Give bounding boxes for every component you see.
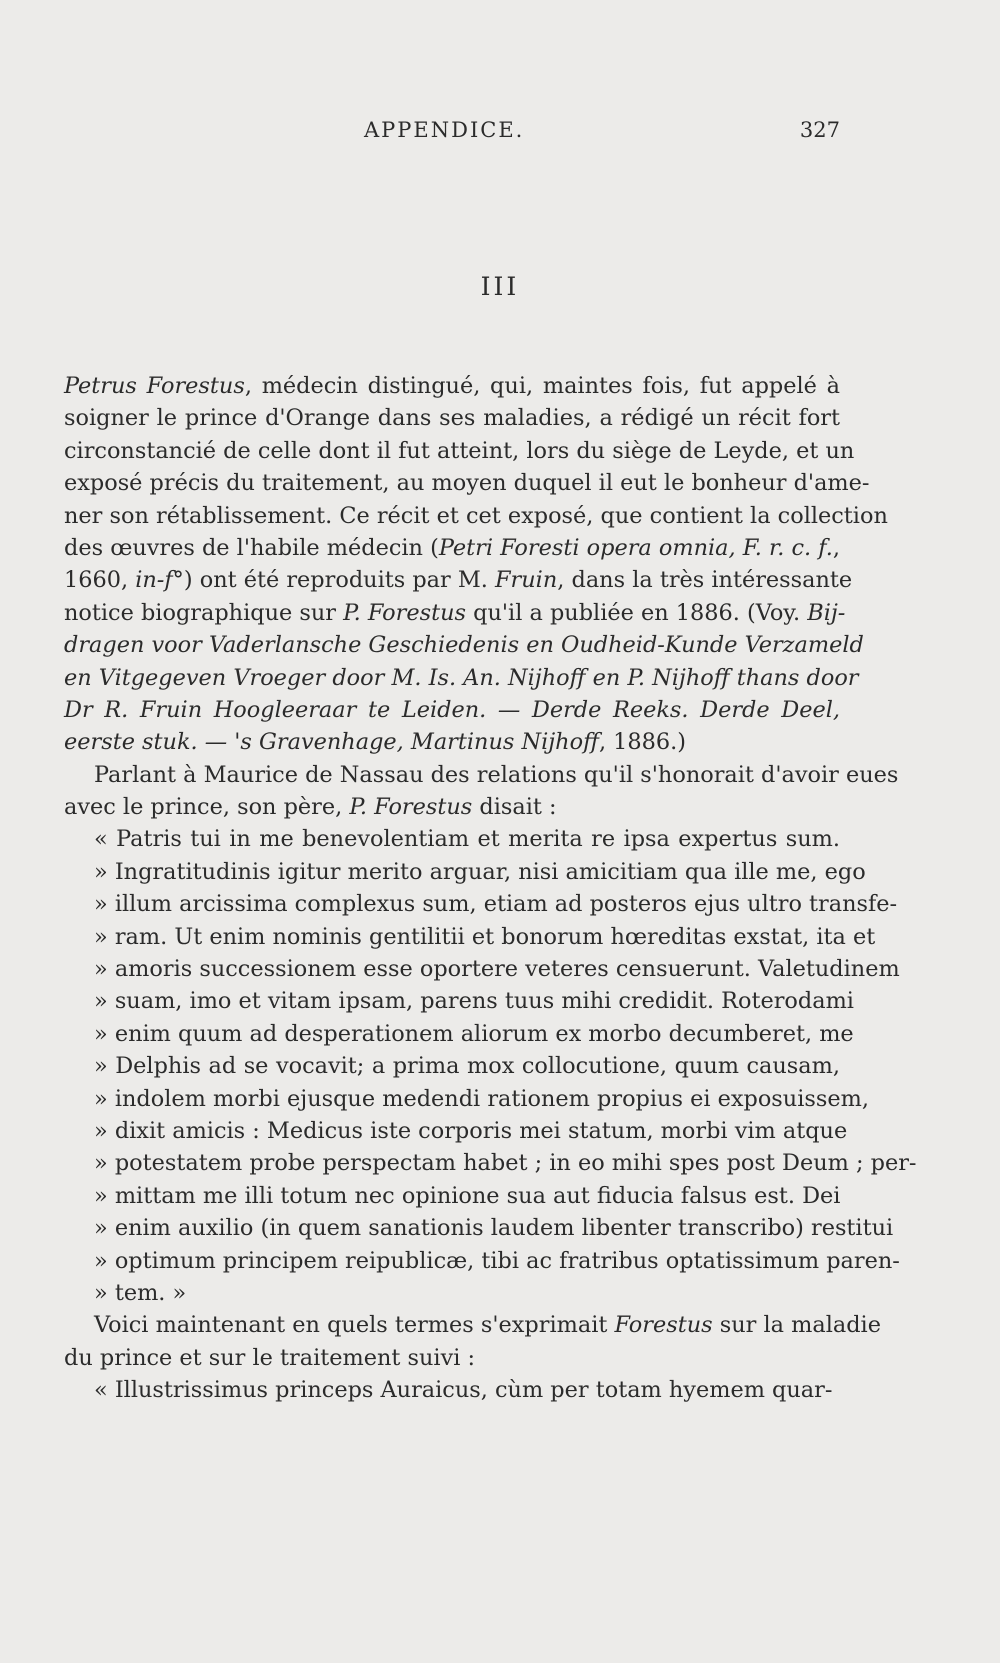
text-line: [64, 1083, 869, 1115]
text-line: [64, 1374, 840, 1406]
italic-text: eerste stuk. — 's Gravenhage, Martinus Nijhoff: [64, 729, 599, 756]
text-line: [64, 985, 854, 1017]
italic-text: dragen voor Vaderlansche Geschiedenis en Oudheid-Kunde Verzameld: [64, 632, 864, 659]
text-segment: , 1886.): [598, 729, 687, 756]
text-segment: exposé précis du traitement, au moyen duquel il eut le bonheur d'ame-: [64, 470, 870, 497]
italic-text: Dr R. Fruin Hoogleeraar te Leiden. — Derde Reeks. Derde Deel,: [64, 696, 840, 723]
text-segment: 1660,: [64, 567, 136, 594]
italic-text: Forestus: [614, 1312, 713, 1339]
text-segment: ,: [832, 534, 841, 561]
italic-text: Fruin: [495, 567, 558, 594]
text-line: [64, 759, 899, 791]
text-line: [64, 532, 840, 564]
text-line: [64, 1309, 881, 1341]
text-line: [64, 500, 888, 532]
text-line: [64, 823, 840, 855]
text-segment: » enim quum ad desperationem aliorum ex morbo decumberet, me: [94, 1020, 854, 1047]
text-line: [64, 1018, 854, 1050]
text-segment: » mittam me illi totum nec opinione sua aut fiducia falsus est. Dei: [94, 1182, 841, 1209]
text-segment: » indolem morbi ejusque medendi rationem propius ei exposuissem,: [94, 1085, 869, 1112]
italic-text: P. Forestus: [349, 794, 473, 821]
text-line: [64, 467, 870, 499]
text-line: [64, 1147, 917, 1179]
body-text: [64, 370, 917, 1407]
text-line: [64, 921, 876, 953]
italic-text: en Vitgegeven Vroeger door M. Is. An. Nijhoff en P. Nijhoff thans door: [64, 664, 859, 691]
italic-text: Petri Foresti opera omnia, F. r. c. f.: [438, 534, 833, 561]
text-segment: du prince et sur le traitement suivi :: [64, 1344, 476, 1371]
text-line: [64, 402, 840, 434]
text-segment: notice biographique sur: [64, 599, 344, 626]
text-line: [64, 629, 864, 661]
text-segment: » Delphis ad se vocavit; a prima mox collocutione, quum causam,: [94, 1053, 840, 1080]
text-segment: » amoris successionem esse oportere veteres censuerunt. Valetudinem: [94, 956, 900, 983]
text-segment: « Patris tui in me benevolentiam et merita re ipsa expertus sum.: [94, 826, 840, 853]
text-segment: , médecin distingué, qui, maintes fois, fut appelé à: [244, 373, 841, 399]
text-segment: » tem. »: [94, 1279, 187, 1306]
text-line: [64, 1180, 840, 1212]
text-line: [64, 564, 853, 596]
text-line: [64, 791, 840, 823]
italic-text: Petrus Forestus: [64, 373, 245, 399]
italic-text: P. Forestus: [343, 599, 467, 626]
text-segment: » enim auxilio (in quem sanationis laudem libenter transcribo) restitui: [94, 1215, 894, 1242]
text-segment: sur la maladie: [712, 1312, 881, 1339]
text-segment: Voici maintenant en quels termes s'exprimait: [94, 1312, 615, 1339]
text-segment: avec le prince, son père,: [64, 794, 350, 821]
text-segment: Parlant à Maurice de Nassau des relations qu'il s'honorait d'avoir eues: [94, 761, 899, 788]
text-line: [64, 435, 855, 467]
text-line: [64, 1342, 840, 1374]
text-line: [64, 726, 840, 758]
text-segment: ) ont été reproduits par M.: [183, 567, 495, 594]
section-number: III: [480, 272, 520, 301]
text-segment: » Ingratitudinis igitur merito arguar, nisi amicitiam qua ille me, ego: [94, 858, 866, 885]
text-segment: » optimum principem reipublicæ, tibi ac fratribus optatissimum paren-: [94, 1247, 900, 1274]
text-segment: ner son rétablissement. Ce récit et cet exposé, que contient la collection: [64, 502, 888, 529]
italic-text: Bij-: [807, 599, 846, 626]
text-line: [64, 1050, 840, 1082]
text-line: [64, 953, 900, 985]
italic-text: in-f°: [135, 567, 184, 594]
text-segment: « Illustrissimus princeps Auraicus, cùm per totam hyemem quar-: [94, 1377, 833, 1404]
text-line: [64, 1212, 894, 1244]
text-line: [64, 370, 840, 402]
text-line: [64, 597, 846, 629]
text-segment: , dans la très intéressante: [557, 567, 853, 594]
text-line: [64, 1245, 900, 1277]
text-segment: disait :: [472, 794, 557, 821]
text-segment: » suam, imo et vitam ipsam, parens tuus mihi credidit. Roterodami: [94, 988, 854, 1015]
text-line: [64, 1277, 840, 1309]
running-title: APPENDICE.: [364, 118, 525, 142]
text-segment: » illum arcissima complexus sum, etiam ad posteros ejus ultro transfe-: [94, 891, 898, 918]
text-segment: » potestatem probe perspectam habet ; in eo mihi spes post Deum ; per-: [94, 1150, 917, 1177]
text-line: [64, 856, 866, 888]
text-line: [64, 694, 840, 726]
text-segment: qu'il a publiée en 1886. (Voy.: [466, 599, 808, 626]
text-segment: circonstancié de celle dont il fut atteint, lors du siège de Leyde, et un: [64, 437, 855, 464]
text-segment: » dixit amicis : Medicus iste corporis mei statum, morbi vim atque: [94, 1117, 848, 1144]
text-line: [64, 888, 898, 920]
text-line: [64, 1115, 848, 1147]
text-segment: des œuvres de l'habile médecin (: [64, 534, 439, 561]
text-segment: » ram. Ut enim nominis gentilitii et bonorum hœreditas exstat, ita et: [94, 923, 876, 950]
running-head: [64, 118, 840, 148]
page-number: 327: [799, 118, 840, 142]
text-line: [64, 662, 859, 694]
text-segment: soigner le prince d'Orange dans ses maladies, a rédigé un récit fort: [64, 405, 840, 432]
